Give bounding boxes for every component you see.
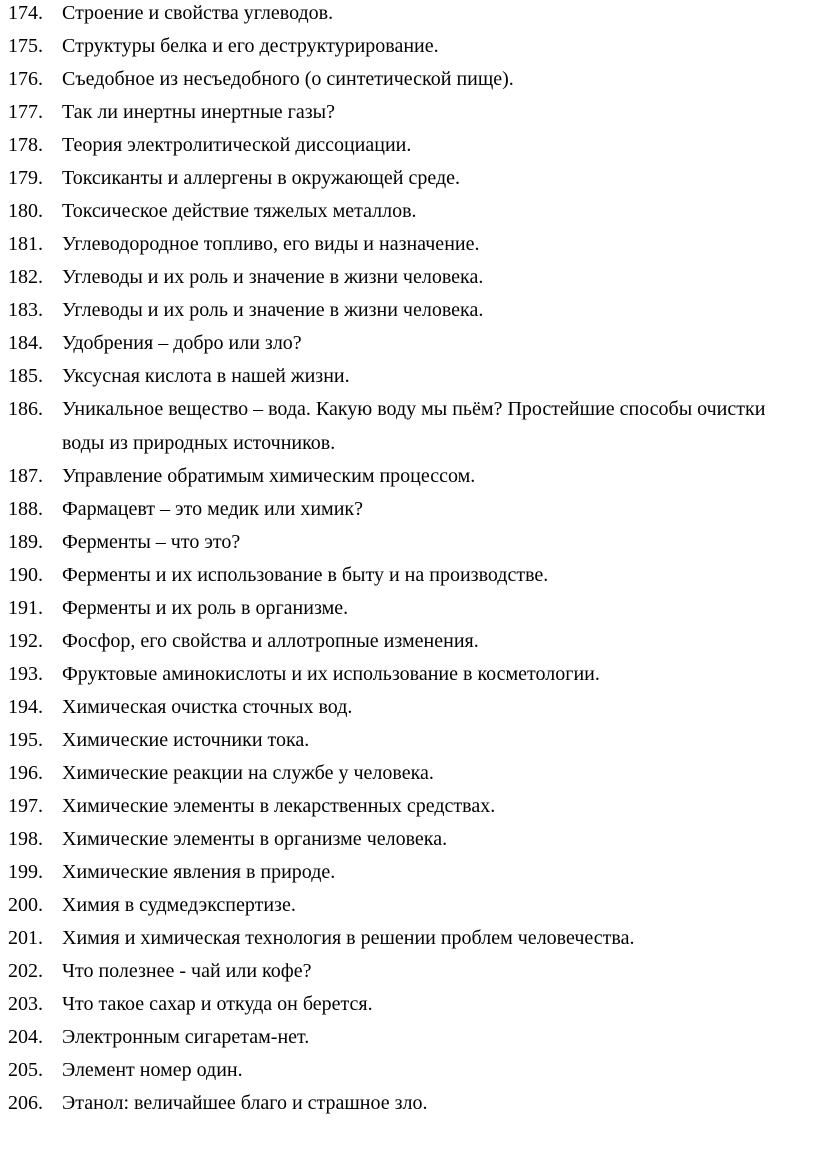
list-item bbox=[8, 34, 808, 58]
list-item bbox=[8, 1091, 808, 1115]
item-text: Химия и химическая технология в решении проблем человечества. bbox=[62, 927, 635, 949]
list-item bbox=[8, 364, 808, 388]
list-item bbox=[8, 959, 808, 983]
item-number: 193. bbox=[8, 663, 43, 685]
list-item bbox=[8, 728, 808, 752]
item-text: Что такое сахар и откуда он берется. bbox=[62, 993, 373, 1015]
item-text: Токсиканты и аллергены в окружающей среде. bbox=[62, 167, 461, 189]
item-text: Так ли инертны инертные газы? bbox=[62, 101, 335, 123]
item-number: 177. bbox=[8, 101, 43, 123]
list-item bbox=[8, 827, 808, 851]
item-text: Фосфор, его свойства и аллотропные изменения. bbox=[62, 630, 479, 652]
item-number: 205. bbox=[8, 1059, 43, 1081]
item-text: Углеводы и их роль и значение в жизни человека. bbox=[62, 266, 484, 288]
item-text: Электронным сигаретам-нет. bbox=[62, 1026, 310, 1048]
item-text: Химические явления в природе. bbox=[62, 861, 336, 883]
list-item bbox=[8, 530, 808, 554]
item-number: 189. bbox=[8, 531, 43, 553]
item-number: 176. bbox=[8, 68, 43, 90]
list-item bbox=[8, 794, 808, 818]
list-item bbox=[8, 860, 808, 884]
item-text: Управление обратимым химическим процессом. bbox=[62, 465, 476, 487]
item-number: 191. bbox=[8, 597, 43, 619]
item-text: Химические реакции на службе у человека. bbox=[62, 762, 434, 784]
item-text: Что полезнее - чай или кофе? bbox=[62, 960, 312, 982]
list-item bbox=[8, 893, 808, 917]
list-item bbox=[8, 166, 808, 190]
item-number: 190. bbox=[8, 564, 43, 586]
item-number: 182. bbox=[8, 266, 43, 288]
item-number: 200. bbox=[8, 894, 43, 916]
item-text: Уникальное вещество – вода. Какую воду мы пьём? Простейшие способы очистки воды из природных источников. bbox=[62, 398, 766, 454]
item-text: Химические источники тока. bbox=[62, 729, 310, 751]
item-text: Ферменты – что это? bbox=[62, 531, 241, 553]
list-item bbox=[8, 629, 808, 653]
list-item bbox=[8, 992, 808, 1016]
item-number: 206. bbox=[8, 1092, 43, 1114]
item-text: Элемент номер один. bbox=[62, 1059, 243, 1081]
item-number: 199. bbox=[8, 861, 43, 883]
item-text: Удобрения – добро или зло? bbox=[62, 332, 302, 354]
item-number: 204. bbox=[8, 1026, 43, 1048]
item-text: Химические элементы в организме человека. bbox=[62, 828, 448, 850]
item-number: 202. bbox=[8, 960, 43, 982]
item-number: 183. bbox=[8, 299, 43, 321]
list-item bbox=[8, 100, 808, 124]
list-item bbox=[8, 761, 808, 785]
list-item bbox=[8, 1025, 808, 1049]
list-item bbox=[8, 662, 808, 686]
list-item bbox=[8, 563, 808, 587]
list-item bbox=[8, 464, 808, 488]
item-number: 184. bbox=[8, 332, 43, 354]
item-text: Токсическое действие тяжелых металлов. bbox=[62, 200, 417, 222]
item-text: Ферменты и их использование в быту и на производстве. bbox=[62, 564, 549, 586]
list-item bbox=[8, 695, 808, 719]
item-text: Строение и свойства углеводов. bbox=[62, 2, 334, 24]
list-item bbox=[8, 926, 808, 950]
item-text: Химические элементы в лекарственных средствах. bbox=[62, 795, 496, 817]
item-text: Структуры белка и его деструктурирование. bbox=[62, 35, 439, 57]
item-number: 196. bbox=[8, 762, 43, 784]
item-number: 180. bbox=[8, 200, 43, 222]
item-number: 188. bbox=[8, 498, 43, 520]
item-text: Теория электролитической диссоциации. bbox=[62, 134, 412, 156]
item-number: 198. bbox=[8, 828, 43, 850]
list-item bbox=[8, 199, 808, 223]
item-text: Фармацевт – это медик или химик? bbox=[62, 498, 364, 520]
item-text: Углеводородное топливо, его виды и назначение. bbox=[62, 233, 480, 255]
item-text: Ферменты и их роль в организме. bbox=[62, 597, 349, 619]
list-item bbox=[8, 331, 808, 355]
list-item bbox=[8, 1058, 808, 1082]
list-item bbox=[8, 596, 808, 620]
item-number: 192. bbox=[8, 630, 43, 652]
item-text: Химия в судмедэкспертизе. bbox=[62, 894, 296, 916]
list-item bbox=[8, 265, 808, 289]
list-item bbox=[8, 298, 808, 322]
item-number: 194. bbox=[8, 696, 43, 718]
item-text: Этанол: величайшее благо и страшное зло. bbox=[62, 1092, 428, 1114]
list-item bbox=[8, 1, 808, 25]
item-number: 195. bbox=[8, 729, 43, 751]
list-item bbox=[8, 67, 808, 91]
item-number: 181. bbox=[8, 233, 43, 255]
list-item bbox=[8, 232, 808, 256]
item-number: 197. bbox=[8, 795, 43, 817]
list-item bbox=[8, 133, 808, 157]
item-number: 174. bbox=[8, 2, 43, 24]
item-number: 179. bbox=[8, 167, 43, 189]
item-text: Химическая очистка сточных вод. bbox=[62, 696, 353, 718]
item-text: Съедобное из несъедобного (о синтетической пище). bbox=[62, 68, 514, 90]
item-number: 203. bbox=[8, 993, 43, 1015]
item-text: Фруктовые аминокислоты и их использование в косметологии. bbox=[62, 663, 600, 685]
list-item bbox=[8, 497, 808, 521]
item-text: Уксусная кислота в нашей жизни. bbox=[62, 365, 350, 387]
item-number: 178. bbox=[8, 134, 43, 156]
item-number: 186. bbox=[8, 398, 43, 420]
item-number: 185. bbox=[8, 365, 43, 387]
item-text: Углеводы и их роль и значение в жизни человека. bbox=[62, 299, 484, 321]
item-number: 187. bbox=[8, 465, 43, 487]
item-number: 201. bbox=[8, 927, 43, 949]
list-item bbox=[8, 397, 808, 460]
item-number: 175. bbox=[8, 35, 43, 57]
